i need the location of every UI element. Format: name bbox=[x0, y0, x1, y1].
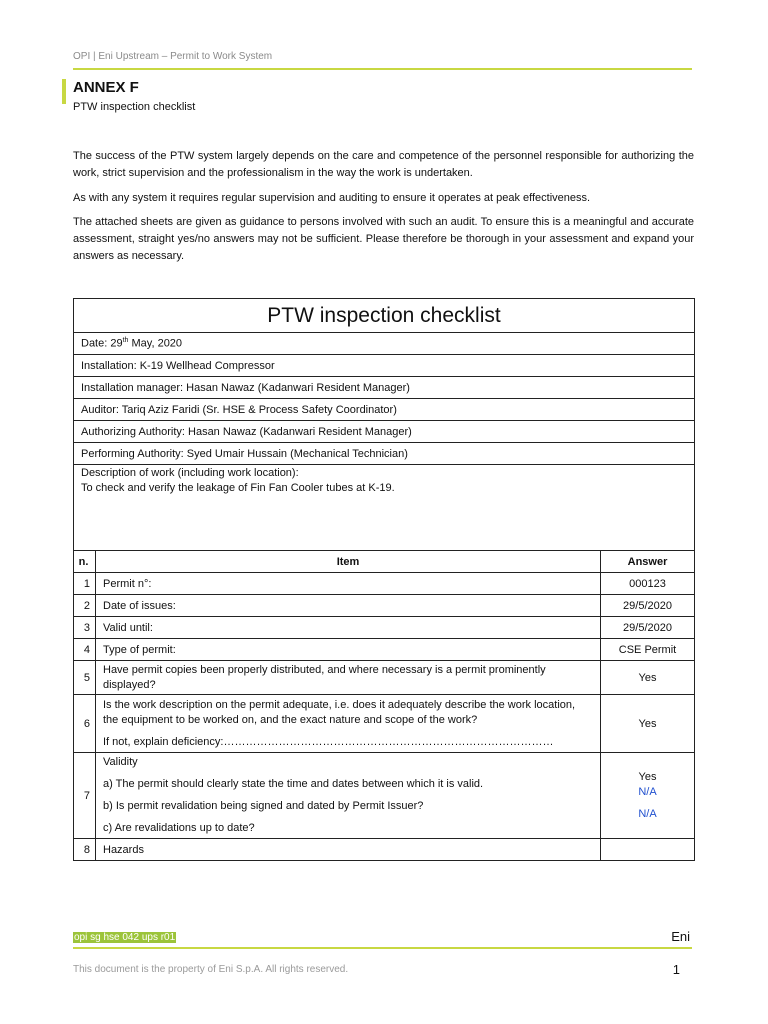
row-item: Permit n°: bbox=[96, 573, 601, 595]
footer-copyright: This document is the property of Eni S.p.A. All rights reserved. bbox=[73, 964, 349, 975]
row-number: 2 bbox=[74, 595, 96, 617]
spacer bbox=[103, 792, 593, 799]
intro-paragraph-1: The success of the PTW system largely depends on the care and competence of the personnel responsible for authorizing the work, strict supervision and the professionalism in the way the work is undertaken. bbox=[73, 150, 694, 179]
row-answer: 000123 bbox=[601, 573, 695, 595]
row-item: Date of issues: bbox=[96, 595, 601, 617]
row-item-text: Have permit copies been properly distributed, and where necessary is a permit prominently displayed? bbox=[103, 663, 546, 691]
validity-sub-a: a) The permit should clearly state the time and dates between which it is valid. bbox=[103, 778, 484, 790]
answer-a: Yes bbox=[638, 770, 657, 783]
spacer bbox=[103, 770, 593, 777]
validity-sub-c: c) Are revalidations up to date? bbox=[103, 822, 255, 834]
row-number: 3 bbox=[74, 617, 96, 639]
table-row bbox=[74, 595, 695, 617]
row-item: Hazards bbox=[96, 839, 601, 861]
row-item bbox=[96, 695, 601, 753]
row-item: Valid until: bbox=[96, 617, 601, 639]
row-number: 4 bbox=[74, 639, 96, 661]
table-row bbox=[74, 617, 695, 639]
column-header-answer: Answer bbox=[601, 551, 695, 573]
answer-c: N/A bbox=[638, 807, 657, 820]
answer-b: N/A bbox=[638, 785, 657, 798]
table-row bbox=[74, 573, 695, 595]
intro-paragraph-2: As with any system it requires regular supervision and auditing to ensure it operates at peak effectiveness. bbox=[73, 192, 591, 204]
performing-authority-field: Performing Authority: Syed Umair Hussain (Mechanical Technician) bbox=[74, 443, 695, 465]
date-field bbox=[74, 333, 695, 355]
row-answer: Yes bbox=[601, 695, 695, 753]
installation-field: Installation: K-19 Wellhead Compressor bbox=[74, 355, 695, 377]
date-suffix: May, 2020 bbox=[128, 337, 183, 350]
spacer bbox=[608, 800, 687, 807]
row-number: 7 bbox=[74, 753, 96, 839]
row-item-text: Is the work description on the permit adequate, i.e. does it adequately describe the work location, the equipment to be worked on, and the exact nature and scope of the work? bbox=[103, 698, 576, 726]
header-rule bbox=[73, 68, 692, 70]
table-header-row bbox=[74, 551, 695, 573]
auditor-field: Auditor: Tariq Aziz Faridi (Sr. HSE & Process Safety Coordinator) bbox=[74, 399, 695, 421]
date-superscript: th bbox=[122, 337, 129, 345]
work-description-label: Description of work (including work location): bbox=[81, 467, 299, 479]
footer-rule bbox=[73, 947, 692, 949]
installation-manager-field: Installation manager: Hasan Nawaz (Kadanwari Resident Manager) bbox=[74, 377, 695, 399]
annex-subtitle: PTW inspection checklist bbox=[73, 101, 196, 113]
row-item bbox=[96, 753, 601, 839]
annex-accent-bar bbox=[62, 79, 66, 104]
spacer bbox=[103, 814, 593, 821]
footer-brand: Eni bbox=[671, 929, 690, 944]
row-answer bbox=[601, 839, 695, 861]
row-number: 6 bbox=[74, 695, 96, 753]
row-answer: CSE Permit bbox=[601, 639, 695, 661]
row-answer: Yes bbox=[601, 661, 695, 695]
deficiency-line: If not, explain deficiency:……………………………………………………………………………… bbox=[103, 735, 554, 748]
row-answer bbox=[601, 753, 695, 839]
intro-paragraph-3: The attached sheets are given as guidance to persons involved with such an audit. To ensure this is a meaningful and accurate assessment, straight yes/no answers may not be sufficient. Please therefore be thorough in your assessment and expand your answers as necessary. bbox=[73, 216, 694, 262]
row-item bbox=[96, 661, 601, 695]
checklist-title: PTW inspection checklist bbox=[74, 299, 695, 333]
date-prefix: Date: 29 bbox=[81, 337, 123, 350]
running-header: OPI | Eni Upstream – Permit to Work System bbox=[73, 51, 273, 62]
row-answer: 29/5/2020 bbox=[601, 595, 695, 617]
authorizing-authority-field: Authorizing Authority: Hasan Nawaz (Kadanwari Resident Manager) bbox=[74, 421, 695, 443]
validity-sub-b: b) Is permit revalidation being signed and dated by Permit Issuer? bbox=[103, 800, 424, 812]
spacer bbox=[103, 728, 593, 735]
row-answer: 29/5/2020 bbox=[601, 617, 695, 639]
table-row bbox=[74, 661, 695, 695]
column-header-n: n. bbox=[74, 551, 96, 573]
validity-heading: Validity bbox=[103, 756, 138, 768]
annex-title: ANNEX F bbox=[73, 79, 139, 96]
row-number: 1 bbox=[74, 573, 96, 595]
table-row bbox=[74, 753, 695, 839]
table-row bbox=[74, 839, 695, 861]
row-number: 8 bbox=[74, 839, 96, 861]
work-description-text: To check and verify the leakage of Fin Fan Cooler tubes at K-19. bbox=[81, 482, 395, 494]
work-description-field bbox=[74, 465, 695, 551]
document-code: opi sg hse 042 ups r01 bbox=[74, 932, 176, 943]
ptw-checklist-table bbox=[73, 298, 695, 861]
page-number: 1 bbox=[672, 962, 680, 977]
column-header-item: Item bbox=[96, 551, 601, 573]
row-item: Type of permit: bbox=[96, 639, 601, 661]
table-row bbox=[74, 695, 695, 753]
row-number: 5 bbox=[74, 661, 96, 695]
table-row bbox=[74, 639, 695, 661]
